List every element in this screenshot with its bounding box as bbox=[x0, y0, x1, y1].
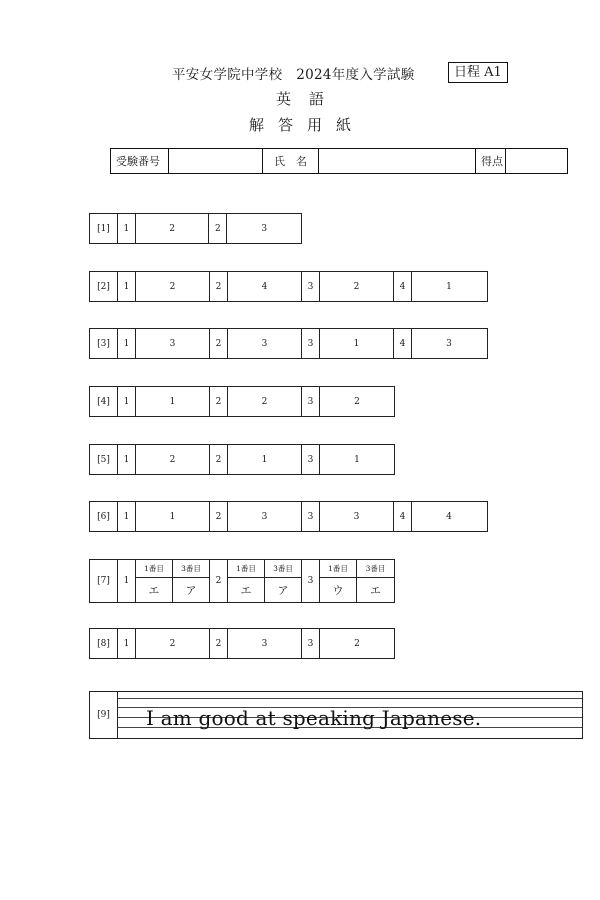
school-exam-title: 平安女学院中学校 2024年度入学試験 bbox=[172, 67, 415, 83]
question-row-1 bbox=[89, 213, 302, 244]
exam-header bbox=[0, 62, 600, 84]
answer-cell[interactable]: 1 bbox=[136, 387, 210, 416]
score-label: 得点 bbox=[476, 149, 506, 173]
answer-cell[interactable]: 1 bbox=[228, 445, 302, 474]
exam-number-field[interactable] bbox=[169, 149, 263, 173]
ordering-answer-group bbox=[228, 560, 302, 602]
answer-cell[interactable]: ア bbox=[185, 584, 197, 597]
sub-number: 3 bbox=[302, 272, 320, 301]
first-position-header: 1番目 bbox=[136, 560, 172, 578]
first-position-column bbox=[136, 560, 173, 602]
question-row-6 bbox=[89, 501, 488, 532]
sub-number: 1 bbox=[118, 387, 136, 416]
third-position-column bbox=[265, 560, 302, 602]
written-answer: I am good at speaking Japanese. bbox=[146, 706, 482, 730]
question-label: [7] bbox=[90, 560, 118, 602]
sub-number: 3 bbox=[302, 560, 320, 602]
answer-cell[interactable]: 2 bbox=[136, 445, 210, 474]
name-field[interactable] bbox=[319, 149, 476, 173]
question-row-3 bbox=[89, 328, 488, 359]
answer-cell[interactable]: 1 bbox=[320, 329, 394, 358]
sub-number: 1 bbox=[118, 272, 136, 301]
answer-cell[interactable]: 2 bbox=[228, 387, 302, 416]
subject-title: 英語 bbox=[275, 90, 342, 108]
answer-cell[interactable]: 3 bbox=[446, 338, 452, 349]
sub-number: 4 bbox=[394, 272, 412, 301]
answer-cell[interactable]: 2 bbox=[136, 272, 210, 301]
question-row-9 bbox=[89, 691, 583, 739]
answer-cell[interactable]: 2 bbox=[320, 272, 394, 301]
third-position-header: 3番目 bbox=[265, 560, 301, 578]
question-row-2 bbox=[89, 271, 488, 302]
sub-number: 2 bbox=[210, 387, 228, 416]
sub-number: 3 bbox=[302, 387, 320, 416]
answer-cell[interactable]: 3 bbox=[228, 502, 302, 531]
question-row-5 bbox=[89, 444, 395, 475]
question-label: [9] bbox=[90, 692, 118, 738]
third-position-column bbox=[357, 560, 394, 602]
answer-sheet-title: 解答用紙 bbox=[248, 116, 365, 134]
third-position-column bbox=[173, 560, 210, 602]
candidate-info-bar bbox=[110, 148, 568, 174]
ordering-answer-group bbox=[320, 560, 394, 602]
question-row-7 bbox=[89, 559, 395, 603]
sub-number: 1 bbox=[118, 445, 136, 474]
first-position-column bbox=[228, 560, 265, 602]
answer-cell[interactable]: 4 bbox=[446, 511, 452, 522]
writing-area[interactable] bbox=[118, 692, 582, 738]
answer-cell[interactable]: 2 bbox=[354, 396, 360, 407]
answer-cell[interactable]: 3 bbox=[261, 223, 268, 234]
answer-cell[interactable]: エ bbox=[148, 584, 160, 597]
answer-cell[interactable]: ウ bbox=[332, 584, 344, 597]
question-label: [6] bbox=[90, 502, 118, 531]
answer-cell[interactable]: 4 bbox=[228, 272, 302, 301]
answer-cell[interactable]: ア bbox=[277, 584, 289, 597]
sub-number: 4 bbox=[394, 329, 412, 358]
answer-cell[interactable]: 3 bbox=[228, 629, 302, 658]
answer-cell[interactable]: 3 bbox=[228, 329, 302, 358]
sub-number: 1 bbox=[118, 329, 136, 358]
sub-number: 1 bbox=[118, 502, 136, 531]
question-label: [4] bbox=[90, 387, 118, 416]
sub-number: 2 bbox=[210, 445, 228, 474]
question-label: [1] bbox=[90, 214, 118, 243]
answer-cell[interactable]: 2 bbox=[136, 629, 210, 658]
name-label: 氏 名 bbox=[263, 149, 319, 173]
answer-cell[interactable]: 1 bbox=[446, 281, 452, 292]
first-position-header: 1番目 bbox=[320, 560, 356, 578]
first-position-column bbox=[320, 560, 357, 602]
exam-number-label: 受験番号 bbox=[111, 149, 169, 173]
sub-number: 2 bbox=[210, 272, 228, 301]
question-row-4 bbox=[89, 386, 395, 417]
answer-cell[interactable]: 3 bbox=[320, 502, 394, 531]
sub-number: 1 bbox=[118, 560, 136, 602]
question-row-8 bbox=[89, 628, 395, 659]
answer-cell[interactable]: エ bbox=[240, 584, 252, 597]
sub-number: 2 bbox=[210, 329, 228, 358]
question-label: [5] bbox=[90, 445, 118, 474]
sub-number: 3 bbox=[302, 502, 320, 531]
sub-number: 1 bbox=[118, 214, 136, 243]
answer-cell[interactable]: 3 bbox=[136, 329, 210, 358]
sub-number: 3 bbox=[302, 329, 320, 358]
sub-number: 2 bbox=[210, 502, 228, 531]
sub-number: 3 bbox=[302, 629, 320, 658]
question-label: [2] bbox=[90, 272, 118, 301]
sub-number: 3 bbox=[302, 445, 320, 474]
question-label: [3] bbox=[90, 329, 118, 358]
sub-number: 2 bbox=[209, 214, 227, 243]
sub-number: 4 bbox=[394, 502, 412, 531]
sub-number: 1 bbox=[118, 629, 136, 658]
third-position-header: 3番目 bbox=[173, 560, 209, 578]
answer-cell[interactable]: 2 bbox=[136, 214, 210, 243]
sub-number: 2 bbox=[210, 629, 228, 658]
sub-number: 2 bbox=[210, 560, 228, 602]
first-position-header: 1番目 bbox=[228, 560, 264, 578]
question-label: [8] bbox=[90, 629, 118, 658]
schedule-badge: 日程 A1 bbox=[448, 62, 508, 83]
third-position-header: 3番目 bbox=[357, 560, 394, 578]
answer-cell[interactable]: 1 bbox=[354, 454, 360, 465]
answer-cell[interactable]: 2 bbox=[354, 638, 360, 649]
score-field[interactable] bbox=[506, 149, 567, 173]
answer-cell[interactable]: エ bbox=[370, 584, 381, 597]
ordering-answer-group bbox=[136, 560, 210, 602]
answer-cell[interactable]: 1 bbox=[136, 502, 210, 531]
writing-rule bbox=[118, 698, 582, 699]
